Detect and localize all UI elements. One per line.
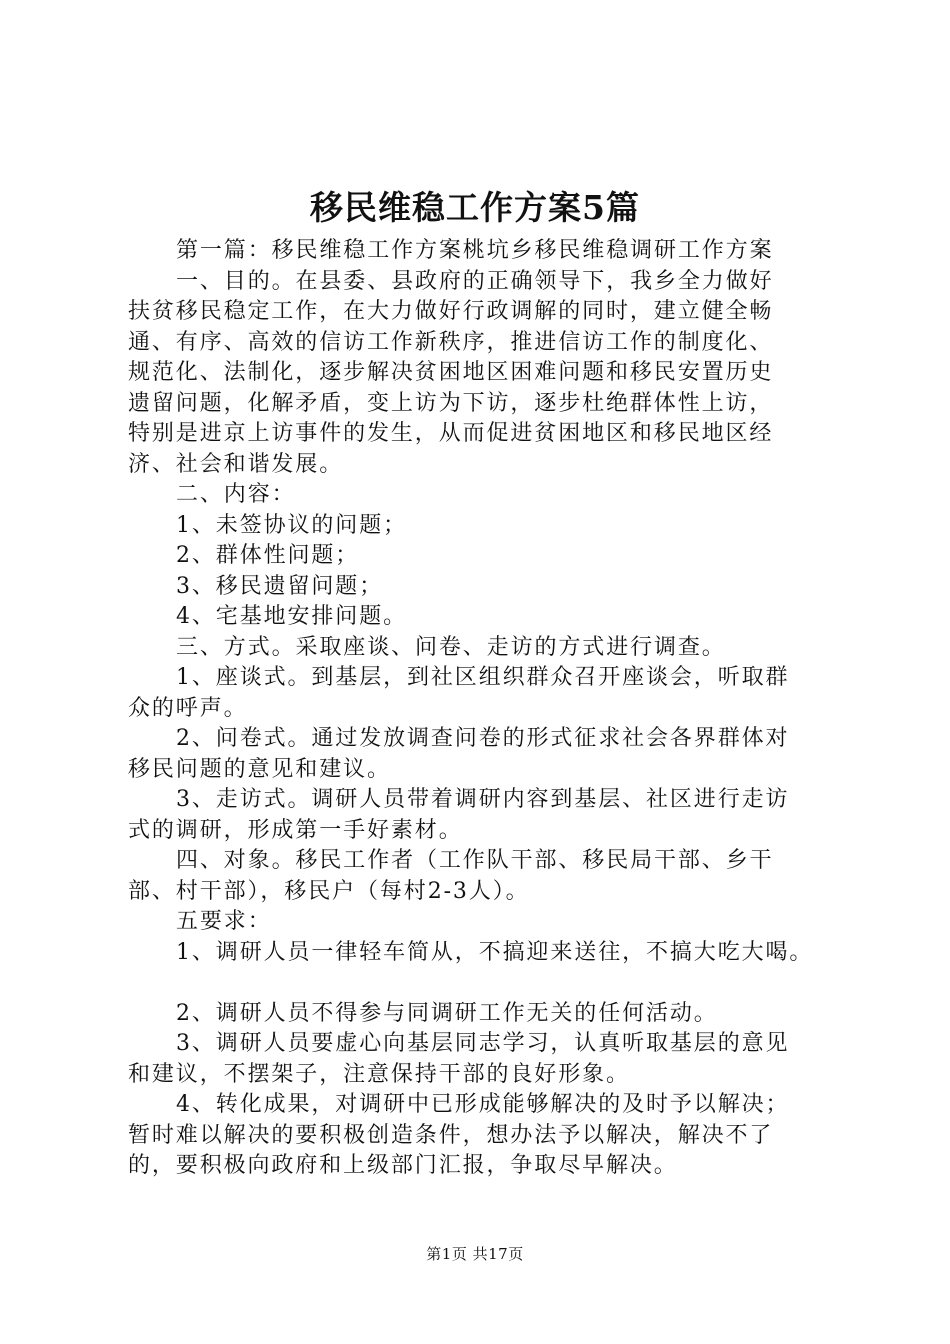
paragraph-line: 众的呼声。	[128, 695, 248, 721]
blank-line	[128, 968, 832, 999]
paragraph-line: 济、社会和谐发展。	[128, 451, 344, 477]
paragraph-line: 和建议，不摆架子，注意保持干部的良好形象。	[128, 1061, 630, 1087]
paragraph-line: 1、调研人员一律轻车简从，不搞迎来送往，不搞大吃大喝。	[176, 939, 814, 965]
list-item: 1、未签协议的问题；	[176, 512, 407, 538]
paragraph-line: 4、转化成果，对调研中已形成能够解决的及时予以解决；	[176, 1092, 790, 1117]
paragraph-line: 第一篇：移民维稳工作方案桃坑乡移民维稳调研工作方案	[176, 238, 774, 263]
paragraph-line: 通、有序、高效的信访工作新秩序，推进信访工作的制度化、	[128, 329, 774, 355]
page-number-footer: 第1页 共17页	[426, 1245, 524, 1263]
paragraph-line: 遗留问题，化解矛盾，变上访为下访，逐步杜绝群体性上访，	[128, 390, 774, 416]
paragraph-line: 四、对象。移民工作者（工作队干部、移民局干部、乡干	[176, 848, 774, 873]
paragraph-line: 五要求：	[176, 909, 272, 934]
paragraph-line: 特别是进京上访事件的发生，从而促进贫困地区和移民地区经	[128, 421, 774, 446]
paragraph-line: 部、村干部），移民户（每村2-3人）。	[128, 878, 530, 904]
paragraph-line: 式的调研，形成第一手好素材。	[128, 817, 463, 843]
paragraph-line: 2、调研人员不得参与同调研工作无关的任何活动。	[176, 1000, 718, 1026]
paragraph-line: 扶贫移民稳定工作，在大力做好行政调解的同时，建立健全畅	[128, 299, 774, 324]
paragraph-line: 的，要积极向政府和上级部门汇报，争取尽早解决。	[128, 1153, 678, 1178]
paragraph-line: 2、问卷式。通过发放调查问卷的形式征求社会各界群体对	[176, 726, 790, 751]
document-body	[128, 236, 832, 1182]
paragraph-line: 3、调研人员要虚心向基层同志学习，认真听取基层的意见	[176, 1031, 790, 1056]
paragraph-line: 暂时难以解决的要积极创造条件，想办法予以解决，解决不了	[128, 1122, 774, 1148]
paragraph-line: 一、目的。在县委、县政府的正确领导下，我乡全力做好	[176, 268, 774, 294]
list-item: 3、移民遗留问题；	[176, 573, 384, 599]
paragraph-line: 3、走访式。调研人员带着调研内容到基层、社区进行走访	[176, 787, 790, 812]
document-title: 移民维稳工作方案5篇	[310, 188, 640, 227]
paragraph-line: 1、座谈式。到基层，到社区组织群众召开座谈会，听取群	[176, 665, 790, 690]
list-item: 2、群体性问题；	[176, 543, 360, 568]
paragraph-line: 规范化、法制化，逐步解决贫困地区困难问题和移民安置历史	[128, 360, 774, 385]
list-item: 4、宅基地安排问题。	[176, 604, 407, 629]
paragraph-line: 二、内容：	[176, 482, 296, 507]
paragraph-line: 移民问题的意见和建议。	[128, 756, 391, 782]
paragraph-line: 三、方式。采取座谈、问卷、走访的方式进行调查。	[176, 634, 726, 660]
